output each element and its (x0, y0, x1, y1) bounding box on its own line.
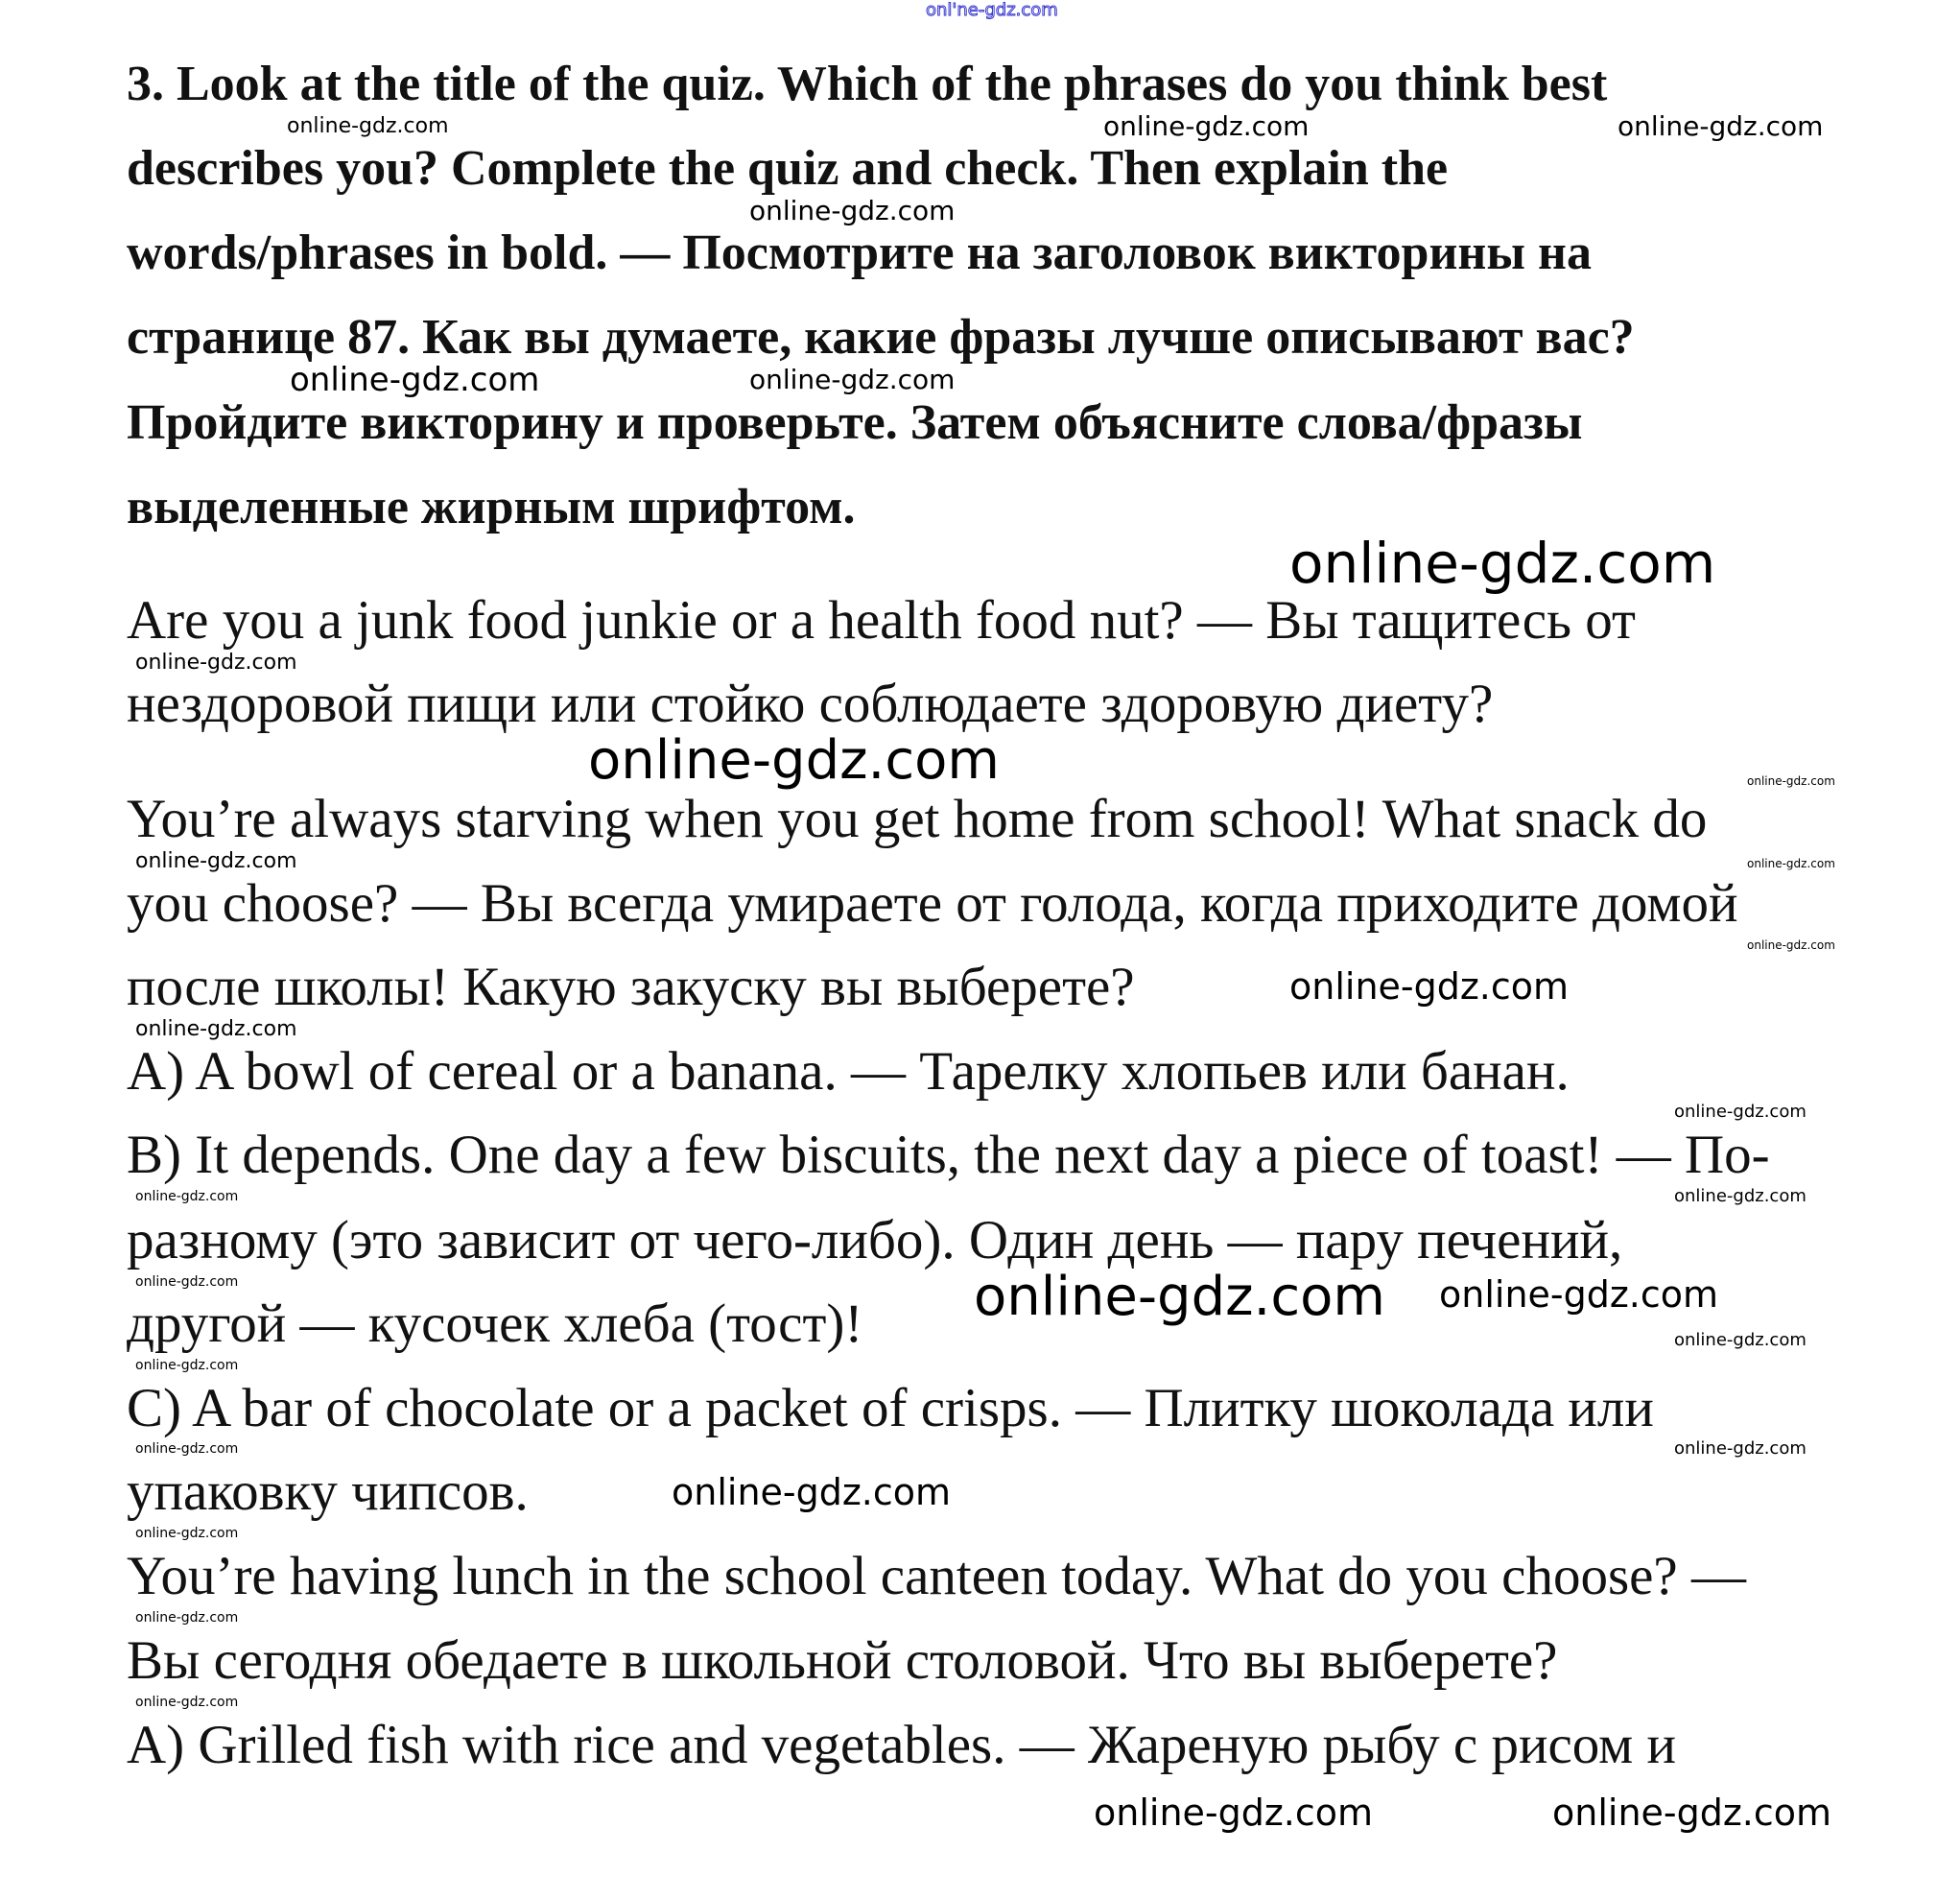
watermark: online-gdz.com (135, 1189, 239, 1204)
watermark: online-gdz.com (1439, 1273, 1719, 1316)
watermark: online-gdz.com (749, 195, 956, 226)
heading-line: выделенные жирным шрифтом. (127, 480, 856, 534)
body-line: C) A bar of chocolate or a packet of crisps. — Плитку шоколада или (127, 1378, 1654, 1438)
body-line: A) A bowl of cereal or a banana. — Тарелку хлопьев или банан. (127, 1041, 1570, 1102)
watermark: online-gdz.com (974, 1266, 1385, 1328)
watermark: online-gdz.com (135, 1017, 297, 1041)
heading-line: Пройдите викторину и проверьте. Затем объясните слова/фразы (127, 395, 1583, 450)
watermark: online-gdz.com (135, 1610, 239, 1626)
watermark: online-gdz.com (135, 1358, 239, 1373)
body-line: B) It depends. One day a few biscuits, the next day a piece of toast! — По- (127, 1125, 1770, 1185)
body-line: после школы! Какую закуску вы выберете? (127, 957, 1135, 1017)
watermark: online-gdz.com (1747, 857, 1835, 870)
heading-line: words/phrases in bold. — Посмотрите на заголовок викторины на (127, 226, 1592, 280)
watermark: online-gdz.com (1674, 1438, 1807, 1459)
watermark: online-gdz.com (1674, 1330, 1807, 1350)
watermark: online-gdz.com (749, 364, 956, 395)
watermark: online-gdz.com (135, 1695, 239, 1710)
watermark: onl'ne-gdz.com (926, 0, 1058, 20)
watermark: online-gdz.com (287, 114, 449, 138)
watermark: online-gdz.com (1289, 965, 1570, 1008)
body-line: you choose? — Вы всегда умираете от голода, когда приходите домой (127, 873, 1738, 934)
watermark: online-gdz.com (1289, 531, 1716, 596)
watermark: online-gdz.com (1674, 1102, 1807, 1122)
body-line: Вы сегодня обедаете в школьной столовой. Что вы выберете? (127, 1630, 1558, 1691)
heading-line: странице 87. Как вы думаете, какие фразы лучше описывают вас? (127, 310, 1635, 365)
heading-line: 3. Look at the title of the quiz. Which of the phrases do you think best (127, 57, 1608, 111)
watermark: online-gdz.com (135, 1526, 239, 1541)
body-line: You’re always starving when you get home from school! What snack do (127, 789, 1708, 849)
watermark: online-gdz.com (1747, 938, 1835, 952)
watermark: online-gdz.com (1618, 110, 1824, 142)
heading-line: describes you? Complete the quiz and check. Then explain the (127, 141, 1449, 196)
body-line: Are you a junk food junkie or a health food nut? — Вы тащитесь от (127, 590, 1636, 651)
body-line: You’re having lunch in the school canteen today. What do you choose? — (127, 1546, 1746, 1606)
body-line: другой — кусочек хлеба (тост)! (127, 1294, 863, 1354)
watermark: online-gdz.com (135, 1274, 239, 1290)
watermark: online-gdz.com (135, 849, 297, 873)
watermark: online-gdz.com (672, 1471, 952, 1513)
watermark: online-gdz.com (135, 651, 297, 675)
watermark: online-gdz.com (135, 1441, 239, 1457)
watermark: online-gdz.com (1094, 1792, 1374, 1834)
watermark: online-gdz.com (290, 361, 540, 399)
watermark: online-gdz.com (588, 729, 1000, 792)
watermark: online-gdz.com (1674, 1186, 1807, 1206)
body-line: упаковку чипсов. (127, 1461, 529, 1522)
body-line: разному (это зависит от чего-либо). Один день — пару печений, (127, 1210, 1623, 1270)
body-line: A) Grilled fish with rice and vegetables. — Жареную рыбу с рисом и (127, 1715, 1677, 1775)
watermark: online-gdz.com (1552, 1792, 1832, 1834)
body-line: нездоровой пищи или стойко соблюдаете здоровую диету? (127, 674, 1494, 734)
watermark: online-gdz.com (1103, 110, 1310, 142)
watermark: online-gdz.com (1747, 774, 1835, 788)
